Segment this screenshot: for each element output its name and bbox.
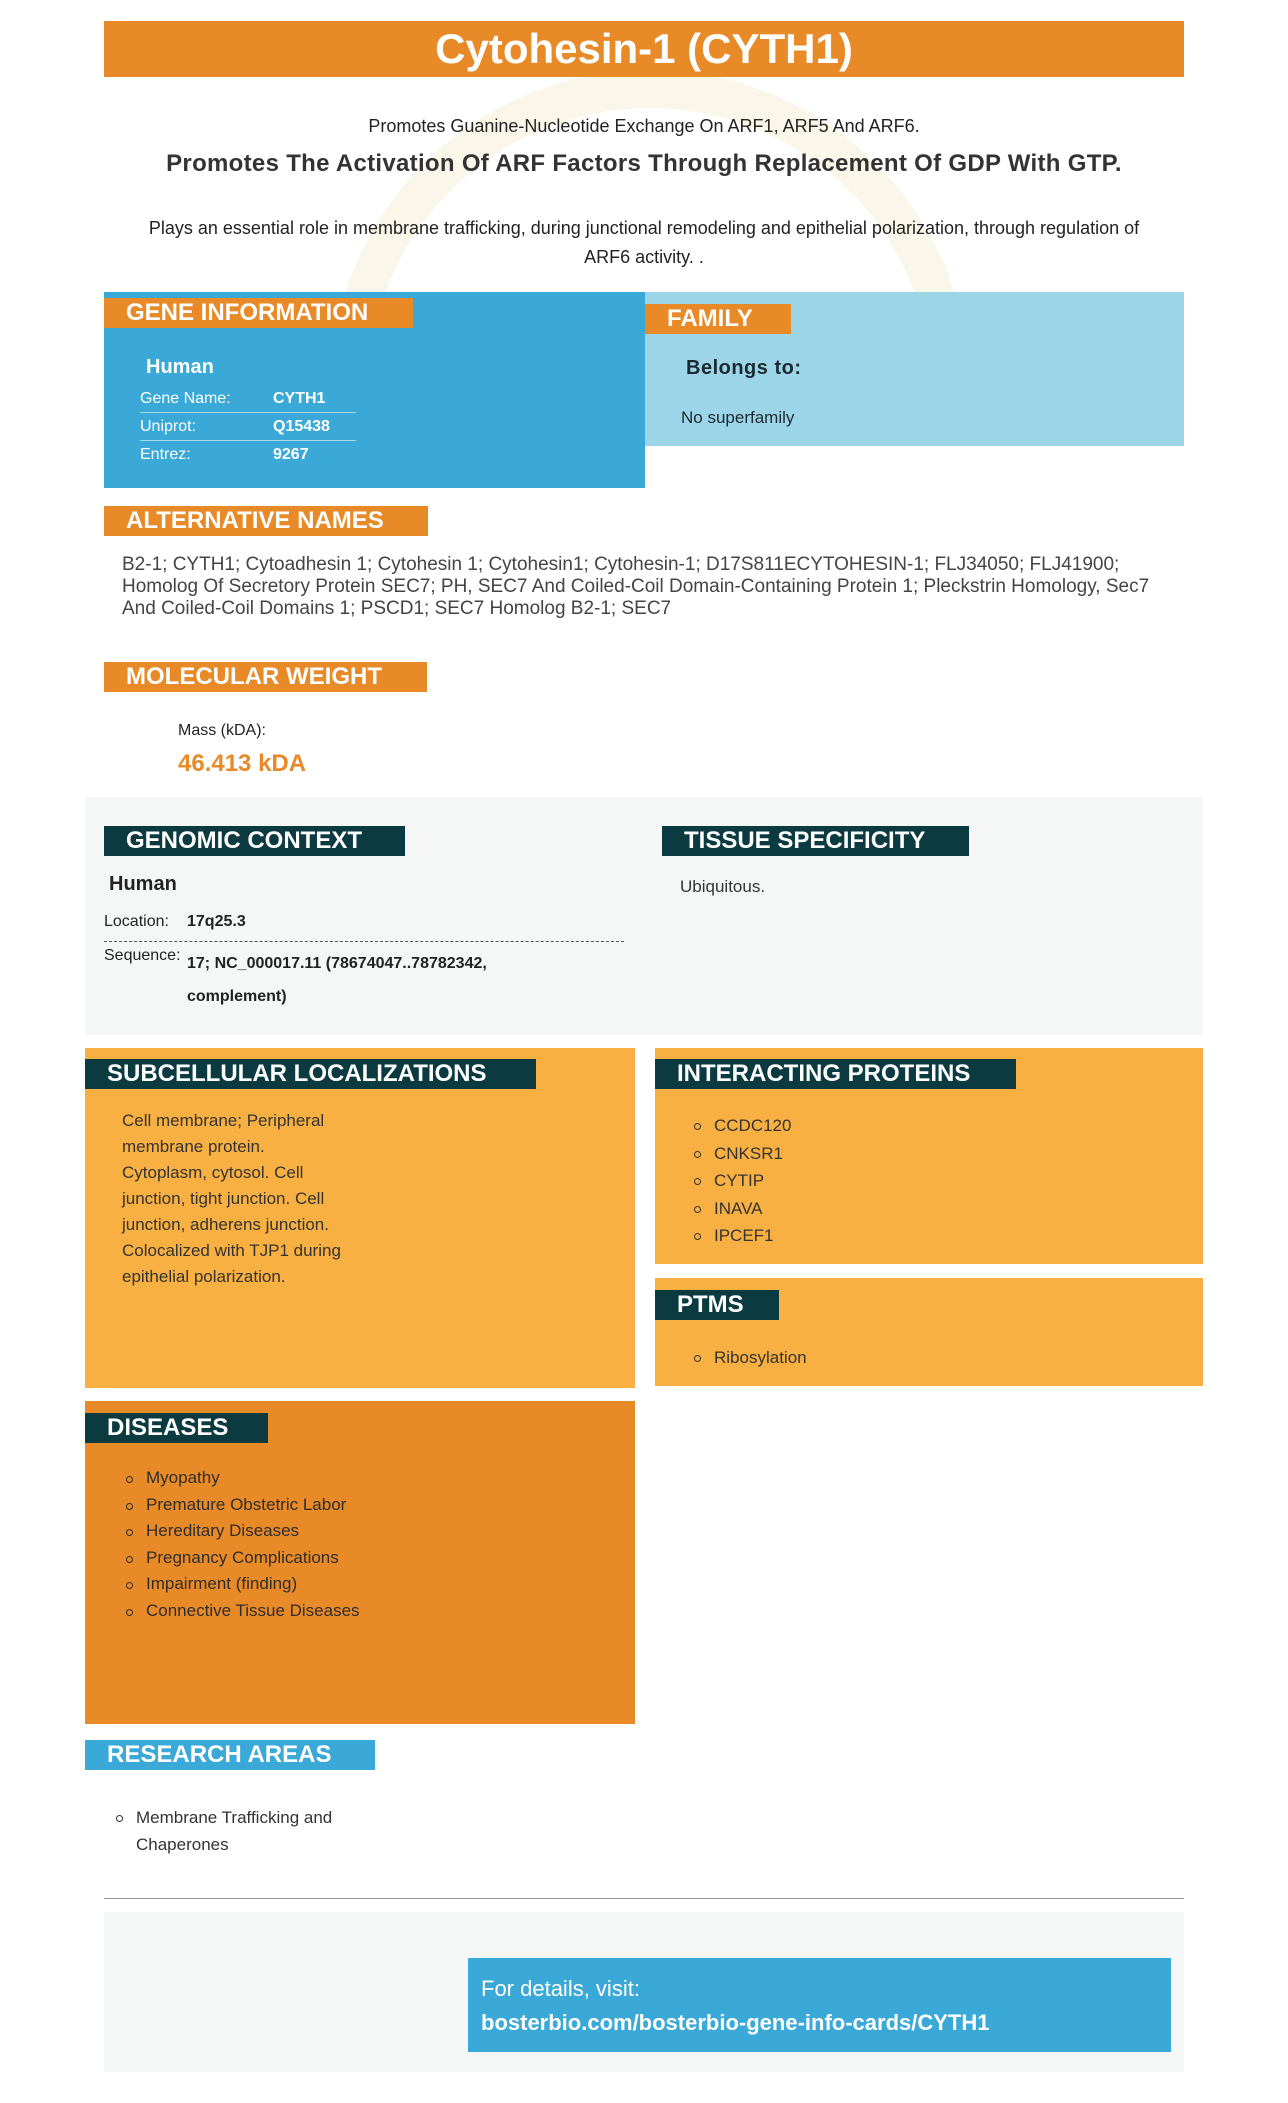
gene-info-row xyxy=(140,441,356,468)
subcellular-localizations-text: Cell membrane; Peripheral membrane protein. Cytoplasm, cytosol. Cell junction, tight junction. Cell junction, adherens junction. Colocalized with TJP1 during epithelial polarization. xyxy=(122,1111,341,1286)
list-item: CYTIP xyxy=(690,1167,791,1195)
ptms-heading: PTMS xyxy=(655,1290,779,1320)
footer-divider xyxy=(104,1898,1184,1899)
interacting-proteins-list xyxy=(690,1112,791,1250)
tissue-specificity-heading: TISSUE SPECIFICITY xyxy=(662,826,969,856)
uniprot-value: Q15438 xyxy=(273,418,330,435)
details-url-link[interactable]: bosterbio.com/bosterbio-gene-info-cards/CYTH1 xyxy=(481,2010,990,2035)
list-item: CCDC120 xyxy=(690,1112,791,1140)
family-value: No superfamily xyxy=(681,408,795,427)
dotted-divider xyxy=(104,941,624,942)
subtitle-activation: Promotes The Activation Of ARF Factors Through Replacement Of GDP With GTP. xyxy=(166,150,1122,177)
alternative-names-text: B2-1; CYTH1; Cytoadhesin 1; Cytohesin 1; Cytohesin1; Cytohesin-1; D17S811ECYTOHESIN-1; FLJ34050; FLJ41900; Homolog Of Secretory Protein SEC7; PH, SEC7 And Coiled-Coil Domain-Containing Protein 1; Pleckstrin Homology, Sec7 And Coiled-Coil Domains 1; PSCD1; SEC7 Homolog B2-1; SEC7 xyxy=(122,554,1150,619)
list-item: Premature Obstetric Labor xyxy=(122,1492,362,1519)
list-item: Myopathy xyxy=(122,1465,362,1492)
subcellular-localizations-heading: SUBCELLULAR LOCALIZATIONS xyxy=(85,1059,536,1089)
sequence-key: Sequence: xyxy=(104,947,181,964)
list-item: Connective Tissue Diseases xyxy=(122,1598,362,1625)
list-item: INAVA xyxy=(690,1195,791,1223)
subtitle-function: Promotes Guanine-Nucleotide Exchange On ARF1, ARF5 And ARF6. xyxy=(368,116,920,136)
mass-label: Mass (kDA): xyxy=(178,722,266,739)
gene-info-table xyxy=(140,385,356,468)
molecular-weight-heading: MOLECULAR WEIGHT xyxy=(104,662,427,692)
family-heading: FAMILY xyxy=(645,304,791,334)
mass-value: 46.413 kDA xyxy=(178,750,307,777)
ptms-list xyxy=(690,1344,807,1371)
gene-name-key: Gene Name: xyxy=(140,390,231,407)
details-link-box[interactable] xyxy=(468,1958,1171,2052)
entrez-value: 9267 xyxy=(273,446,309,463)
list-item: CNKSR1 xyxy=(690,1140,791,1168)
interacting-proteins-heading: INTERACTING PROTEINS xyxy=(655,1059,1016,1089)
page-title: Cytohesin-1 (CYTH1) xyxy=(104,21,1184,77)
tissue-specificity-value: Ubiquitous. xyxy=(680,877,766,896)
location-value: 17q25.3 xyxy=(187,913,246,930)
list-item: IPCEF1 xyxy=(690,1222,791,1250)
family-label: Belongs to: xyxy=(686,357,802,379)
gene-info-row xyxy=(140,385,356,413)
uniprot-key: Uniprot: xyxy=(140,418,197,435)
details-label: For details, visit: xyxy=(481,1976,640,2001)
location-key: Location: xyxy=(104,913,169,930)
research-areas-heading: RESEARCH AREAS xyxy=(85,1740,375,1770)
genomic-context-heading: GENOMIC CONTEXT xyxy=(104,826,405,856)
entrez-key: Entrez: xyxy=(140,446,191,463)
list-item: Hereditary Diseases xyxy=(122,1518,362,1545)
genomic-species: Human xyxy=(109,873,177,895)
research-areas-list xyxy=(112,1804,372,1858)
gene-species: Human xyxy=(146,356,214,378)
gene-description: Plays an essential role in membrane trafficking, during junctional remodeling and epithelial polarization, through regulation of ARF6 activity. . xyxy=(148,218,1140,267)
gene-information-heading: GENE INFORMATION xyxy=(104,298,413,328)
sequence-value: 17; NC_000017.11 (78674047..78782342, complement) xyxy=(187,955,487,1005)
list-item: Membrane Trafficking and Chaperones xyxy=(112,1804,372,1858)
diseases-list xyxy=(122,1465,362,1624)
list-item: Pregnancy Complications xyxy=(122,1545,362,1572)
gene-name-value: CYTH1 xyxy=(273,390,326,407)
alternative-names-heading: ALTERNATIVE NAMES xyxy=(104,506,428,536)
list-item: Impairment (finding) xyxy=(122,1571,362,1598)
list-item: Ribosylation xyxy=(690,1344,807,1371)
gene-info-row xyxy=(140,413,356,441)
diseases-heading: DISEASES xyxy=(85,1413,268,1443)
